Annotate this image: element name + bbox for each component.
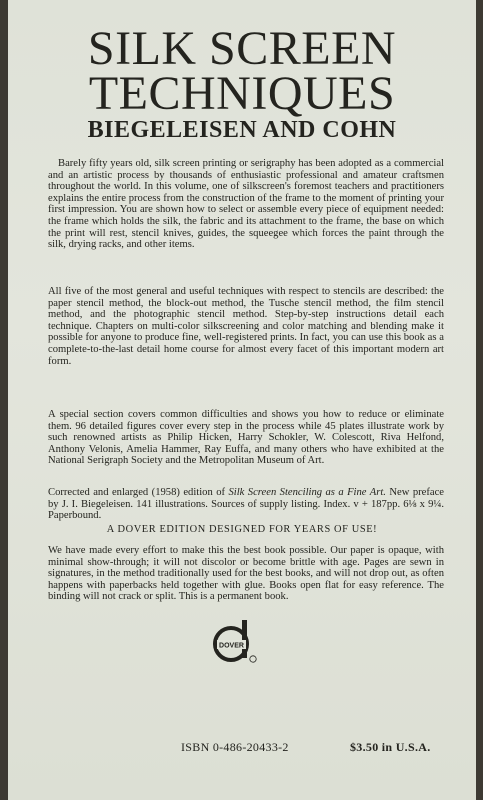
book-authors: BIEGELEISEN AND COHN — [87, 117, 397, 143]
dover-edition-heading: A DOVER EDITION DESIGNED FOR YEARS OF USE! — [106, 524, 378, 535]
price-label: $3.50 in U.S.A. — [350, 740, 431, 754]
dover-logo-icon — [209, 618, 259, 666]
edition-note-original-title: Silk Screen Stenciling as a Fine Art. — [228, 487, 386, 498]
book-title — [8, 22, 476, 120]
description-paragraph-1: Barely fifty years old, silk screen printing or serigraphy has been adopted as a commercial and an artistic process by thousands of enthusiastic professional and amateur craftsmen throughout the world. In this volume, one of silkscreen's foremost teachers and practitioners explains the entire process from the construction of the frame to the moment of printing your first impression. You are shown how to select or assemble every piece of equipment needed: the frame which holds the silk, the fabric and its attachment to the frame, the base on which the print will rest, stencil knives, guides, the squeegee which forces the paint through the silk, drying racks, and other items. — [48, 158, 444, 251]
description-paragraph-3: A special section covers common difficulties and shows you how to reduce or eliminate them. 96 detailed figures cover every step in the process while 45 plates illustrate work by such renowned artists as Philip Hicken, Harry Schokler, W. Colescott, Riva Helfond, Anthony Velonis, Amelia Hammer, Ray Euffa, and many others who have exhibited at the National Serigraph Society and the Metropolitan Museum of Art. — [48, 409, 444, 467]
edition-note — [48, 487, 444, 522]
isbn-number: ISBN 0-486-20433-2 — [181, 740, 289, 754]
edition-note-prefix: Corrected and enlarged (1958) edition of — [48, 487, 229, 498]
description-paragraph-2: All five of the most general and useful techniques with respect to stencils are described: the paper stencil method, the block-out method, the Tusche stencil method, the film stencil method, and the photographic stencil method. Step-by-step instructions detail each technique. Chapters on multi-color silkscreening and color matching and blending make it possible for anyone to produce fine, well-registered prints. In fact, you can use this book as a complete-to-the-last detail home course for almost every facet of this important modern art form. — [48, 286, 444, 367]
registered-mark-icon — [250, 656, 256, 662]
title-line-2: TECHNIQUES — [88, 67, 396, 120]
dover-quality-paragraph: We have made every effort to make this the best book possible. Our paper is opaque, with minimal show-through; it will not discolor or become brittle with age. Pages are sewn in signatures, in the method traditionally used for the best books, and will not drop out, as often happens with paperbacks held together with glue. Books open flat for easy reference. The binding will not crack or split. This is a permanent book. — [48, 545, 444, 603]
title-line-1: SILK SCREEN — [87, 22, 397, 75]
edition-note-details: New preface by J. I. Biegeleisen. 141 illustrations. Sources of supply listing. Index. v + 187pp. 6⅛ x 9¼. Paperbound. — [48, 487, 445, 522]
book-back-cover — [8, 0, 476, 800]
dover-logo-text: DOVER — [219, 642, 244, 650]
